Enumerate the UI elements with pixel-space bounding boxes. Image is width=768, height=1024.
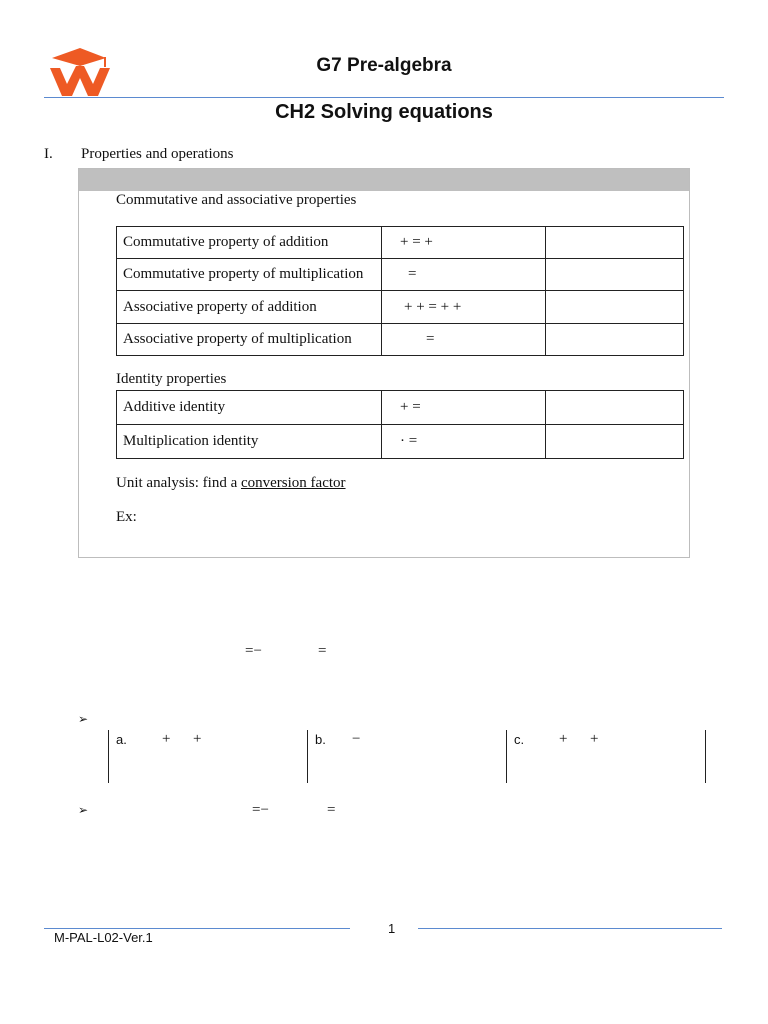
table-row — [117, 291, 684, 324]
box-header-bar — [79, 169, 689, 191]
table-row — [117, 227, 684, 259]
chapter-title: CH2 Solving equations — [275, 101, 493, 123]
property-name: Additive identity — [117, 391, 382, 425]
unit-analysis-text — [116, 475, 346, 492]
conversion-factor-term: conversion factor — [240, 475, 346, 491]
bullet-arrow-icon: ➢ — [78, 712, 89, 726]
property-expression: = — [382, 259, 546, 291]
property-name: Multiplication identity — [117, 425, 382, 459]
equation-part: =− — [252, 802, 269, 818]
property-expression: + + = + + — [382, 291, 546, 324]
commutative-heading: Commutative and associative properties — [116, 192, 357, 208]
option-divider — [307, 730, 308, 783]
option-divider — [108, 730, 109, 783]
property-example — [546, 227, 684, 259]
option-b-letter: b. — [315, 732, 326, 747]
option-a-letter: a. — [116, 732, 127, 747]
option-divider — [705, 730, 706, 783]
option-a-expression: + + — [162, 731, 202, 747]
table-row — [117, 259, 684, 291]
footer-divider-right — [418, 928, 722, 929]
property-example — [546, 291, 684, 324]
commutative-table — [116, 226, 684, 356]
properties-box — [78, 168, 690, 558]
property-example — [546, 391, 684, 425]
table-row — [117, 324, 684, 356]
identity-table — [116, 390, 684, 459]
table-row — [117, 425, 684, 459]
property-expression: + = — [382, 391, 546, 425]
bullet-arrow-icon: ➢ — [78, 803, 89, 817]
option-b-expression: − — [352, 731, 361, 747]
page-number: 1 — [388, 921, 396, 936]
option-c-letter: c. — [514, 732, 525, 747]
option-c-expression: + + — [559, 731, 599, 747]
unit-analysis-prefix: Unit analysis: find a — [116, 475, 241, 491]
section-heading — [44, 146, 233, 163]
property-example — [546, 324, 684, 356]
property-example — [546, 425, 684, 459]
property-expression: · = — [382, 425, 546, 459]
identity-heading: Identity properties — [116, 371, 227, 387]
section-number: I. — [44, 146, 53, 162]
property-example — [546, 259, 684, 291]
table-row — [117, 391, 684, 425]
equation-part: =− — [245, 643, 262, 659]
document-code: M-PAL-L02-Ver.1 — [54, 930, 153, 945]
equation-part: = — [327, 802, 336, 818]
property-name: Associative property of addition — [117, 291, 382, 324]
course-title: G7 Pre-algebra — [316, 55, 452, 76]
section-title: Properties and operations — [81, 146, 234, 162]
equation-part: = — [318, 643, 327, 659]
header-divider — [44, 97, 724, 98]
example-label: Ex: — [116, 509, 137, 525]
property-expression: + = + — [382, 227, 546, 259]
property-expression: = — [382, 324, 546, 356]
property-name: Commutative property of addition — [117, 227, 382, 259]
property-name: Commutative property of multiplication — [117, 259, 382, 291]
footer-divider-left — [44, 928, 350, 929]
option-divider — [506, 730, 507, 783]
property-name: Associative property of multiplication — [117, 324, 382, 356]
